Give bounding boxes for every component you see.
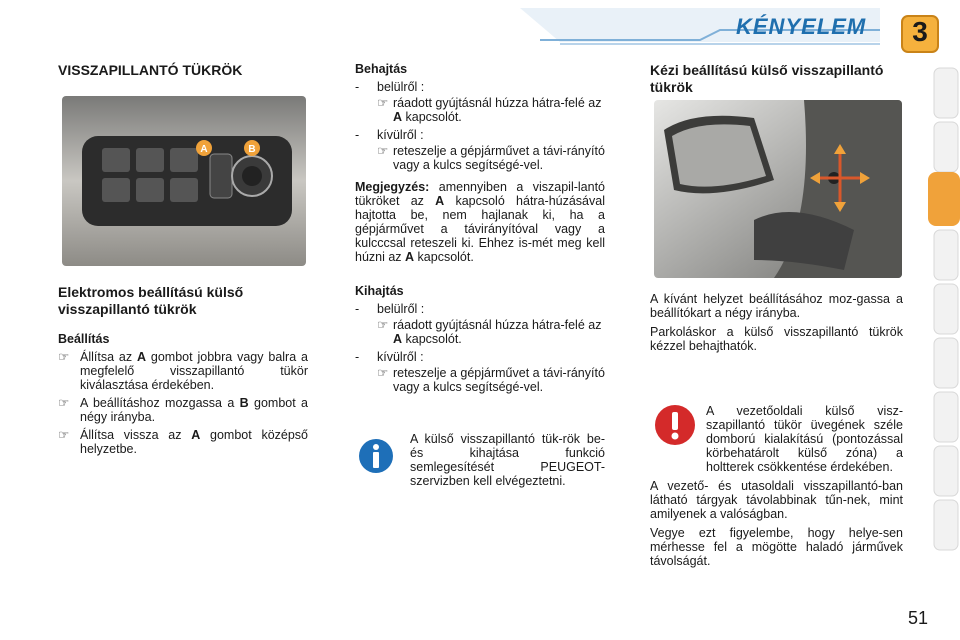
unfold-heading: Kihajtás — [355, 284, 404, 298]
info-note: A külső visszapillantó tük-rök be- és kihajtása funkció semlegesítését PEUGEOT-szervizben kell elvégeztetni. — [410, 432, 605, 488]
chapter-title: KÉNYELEM — [736, 14, 867, 39]
pointer-icon: ☞ — [377, 318, 389, 332]
warning-paragraph-1: A vezetőoldali külső visz-szapillantó tükör üvegének széle domború kialakítású (pontozással körbehatárolt külső zóna) a holtterek csökkentése érdekében. — [706, 404, 903, 474]
note-paragraph: Megjegyzés: amennyiben a viszapil-lantó tükröket az A kapcsoló hátra-húzásával hajtotta be, nem hajlanak ki, ha a gépjárművet a távirányítóval vagy a kulcccsal reteszeli ki. Ehhez is-mét meg kell húzni az A kapcsolót. — [355, 180, 605, 264]
pointer-icon: ☞ — [377, 366, 389, 380]
list-item: - kívülről : — [355, 128, 424, 142]
list-item: - belülről : — [355, 302, 425, 316]
warning-paragraph-2: A vezető- és utasoldali visszapillantó-ban látható tárgyak távolabbinak tűn-nek, mint amilyenek a valóságban. — [650, 479, 903, 521]
list-item: ☞ reteszelje a gépjárművet a távi-rányító vagy a kulcs segítségé-vel. — [377, 366, 605, 394]
page-number: 51 — [908, 608, 929, 628]
pointer-icon: ☞ — [58, 396, 70, 410]
fold-heading: Behajtás — [355, 62, 408, 76]
warning-paragraph-3: Vegye ezt figyelembe, hogy helye-sen mérhesse fel a mögötte haladó járművek távolságát. — [650, 526, 903, 568]
pointer-icon: ☞ — [58, 350, 70, 364]
mirrors-title: VISSZAPILLANTÓ TÜKRÖK — [58, 62, 243, 78]
warning-block — [650, 404, 903, 568]
list-item: ☞ Állítsa az A gombot jobbra vagy balra a megfelelő visszapillantó tükör kiválasztása érdekében. — [58, 350, 308, 392]
door-switch-photo — [62, 96, 306, 266]
setting-heading: Beállítás — [58, 332, 110, 346]
list-item: - belülről : — [355, 80, 425, 94]
pointer-icon: ☞ — [58, 428, 70, 442]
list-item: ☞ ráadott gyújtásnál húzza hátra-felé az A kapcsolót. — [377, 96, 602, 124]
photo-label-b: B — [248, 144, 256, 155]
list-item: ☞ A beállításhoz mozgassa a B gombot a négy irányba. — [58, 396, 308, 424]
list-item: ☞ Állítsa vissza az A gombot középső helyzetbe. — [58, 428, 308, 456]
pointer-icon: ☞ — [377, 144, 389, 158]
list-item: - kívülről : — [355, 350, 424, 364]
electric-mirrors-subtitle: Elektromos beállítású külső visszapillantó tükrök — [58, 284, 244, 317]
pointer-icon: ☞ — [377, 96, 389, 110]
list-item: ☞ ráadott gyújtásnál húzza hátra-felé az A kapcsolót. — [377, 318, 602, 346]
manual-mirrors-title: Kézi beállítású külső visszapillantó tükrök — [650, 62, 884, 95]
info-icon — [358, 438, 394, 474]
manual-paragraph-1: A kívánt helyzet beállításához moz-gassa a beállítókart a négy irányba. — [650, 292, 903, 320]
manual-mirror-photo — [654, 100, 902, 278]
chapter-tabs — [928, 60, 960, 580]
list-item: ☞ reteszelje a gépjárművet a távi-rányító vagy a kulcs segítségé-vel. — [377, 144, 605, 172]
photo-label-a: A — [200, 144, 208, 155]
manual-paragraph-2: Parkoláskor a külső visszapillantó tükrök kézzel behajthatók. — [650, 325, 903, 353]
chapter-number: 3 — [912, 16, 928, 47]
